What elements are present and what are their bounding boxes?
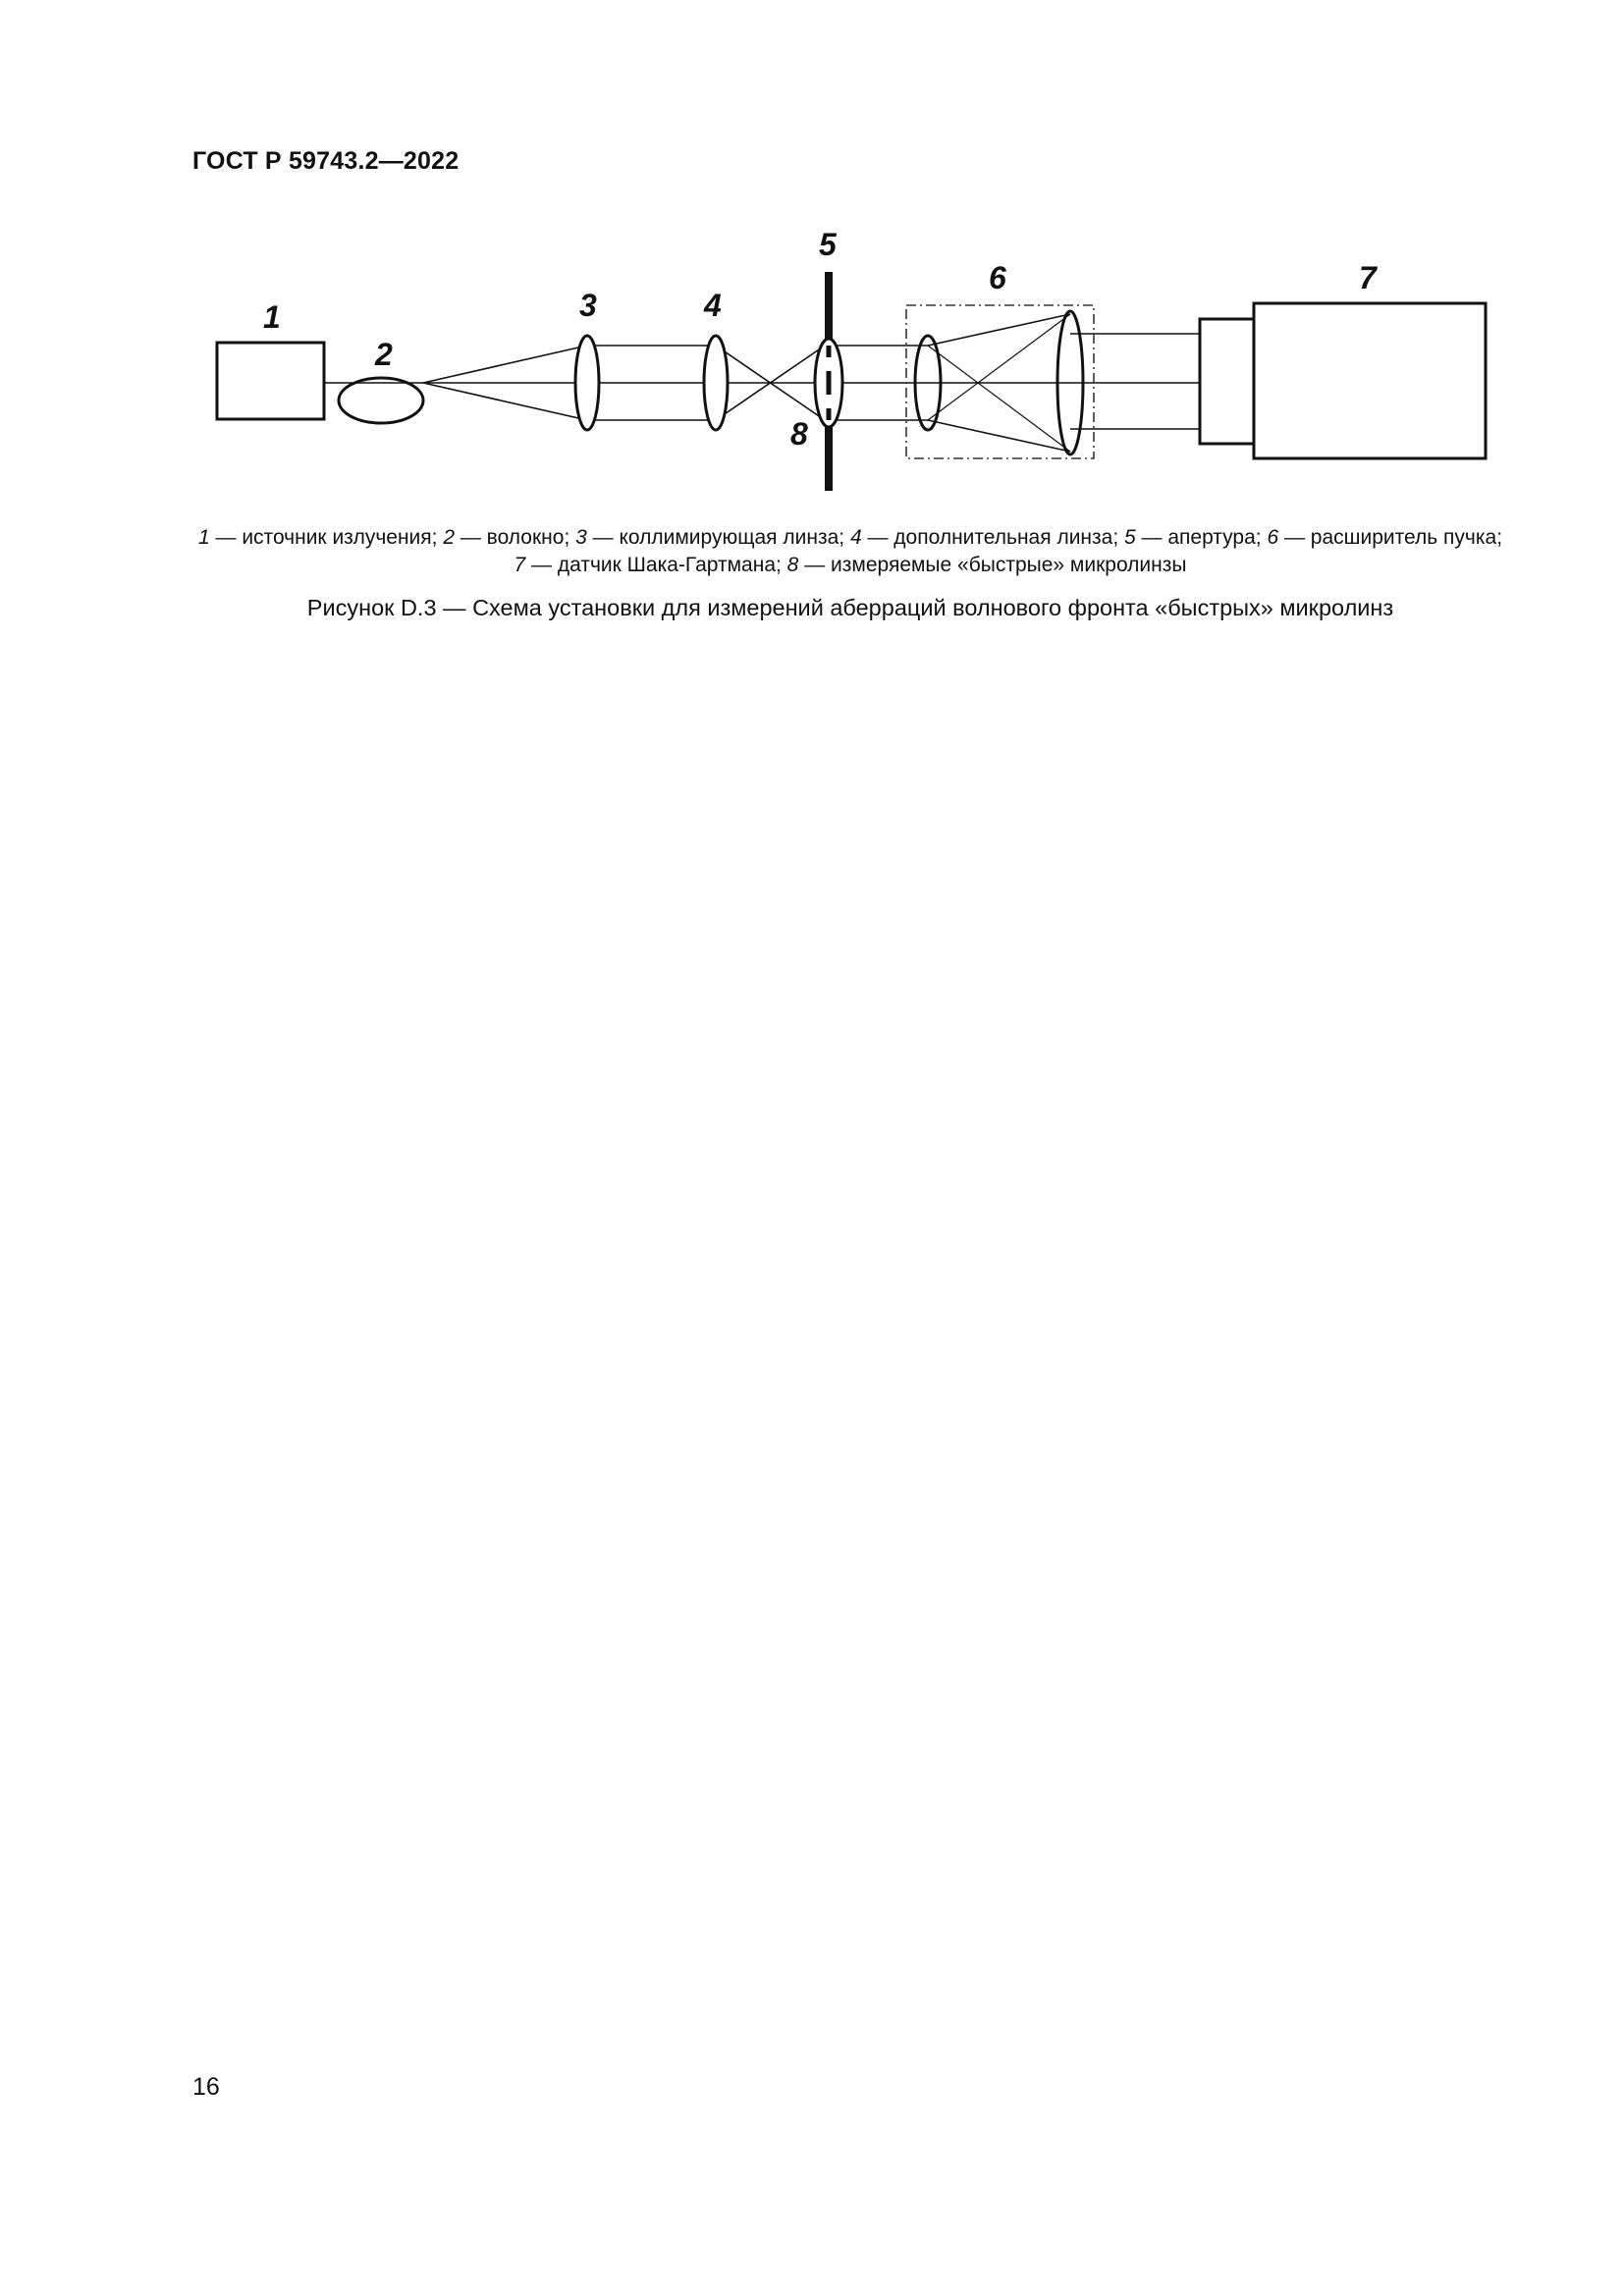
legend-num-4: 4 <box>849 526 862 549</box>
label-5: 5 <box>819 227 837 262</box>
figure-legend <box>192 524 1508 579</box>
legend-num-7: 7 <box>514 554 526 576</box>
label-4: 4 <box>704 288 722 323</box>
legend-num-2: 2 <box>443 526 455 549</box>
legend-text-1: — источник излучения; <box>209 526 444 549</box>
legend-text-5: — апертура; <box>1135 526 1268 549</box>
legend-text-3: — коллимирующая линза; <box>586 526 850 549</box>
legend-num-6: 6 <box>1267 526 1279 549</box>
label-6: 6 <box>989 260 1006 295</box>
legend-num-8: 8 <box>786 554 799 576</box>
optical-setup-diagram <box>0 0 1624 510</box>
legend-num-1: 1 <box>197 526 210 549</box>
label-7: 7 <box>1359 260 1377 295</box>
label-1: 1 <box>263 299 281 335</box>
shack-hartmann-sensor-body <box>1254 303 1486 458</box>
document-header: ГОСТ Р 59743.2—2022 <box>192 147 460 175</box>
collimating-lens <box>575 336 599 430</box>
legend-num-5: 5 <box>1124 526 1136 549</box>
figure-caption: Рисунок D.3 — Схема установки для измерений аберраций волнового фронта «быстрых» микролинз <box>306 595 1394 620</box>
legend-num-3: 3 <box>575 526 587 549</box>
fiber-loop <box>339 378 423 423</box>
legend-text-6: — расширитель пучка; <box>1278 526 1503 549</box>
legend-text-7: — датчик Шака-Гартмана; <box>525 554 787 576</box>
label-2: 2 <box>375 337 393 372</box>
label-3: 3 <box>579 288 597 323</box>
label-8: 8 <box>790 416 808 452</box>
additional-lens <box>704 336 728 430</box>
legend-text-8: — измеряемые «быстрые» микролинзы <box>798 554 1187 576</box>
legend-text-2: — волокно; <box>455 526 576 549</box>
page-number: 16 <box>192 2073 220 2101</box>
light-source-box <box>217 343 324 419</box>
legend-text-4: — дополнительная линза; <box>861 526 1124 549</box>
sensor-objective <box>1200 319 1254 444</box>
